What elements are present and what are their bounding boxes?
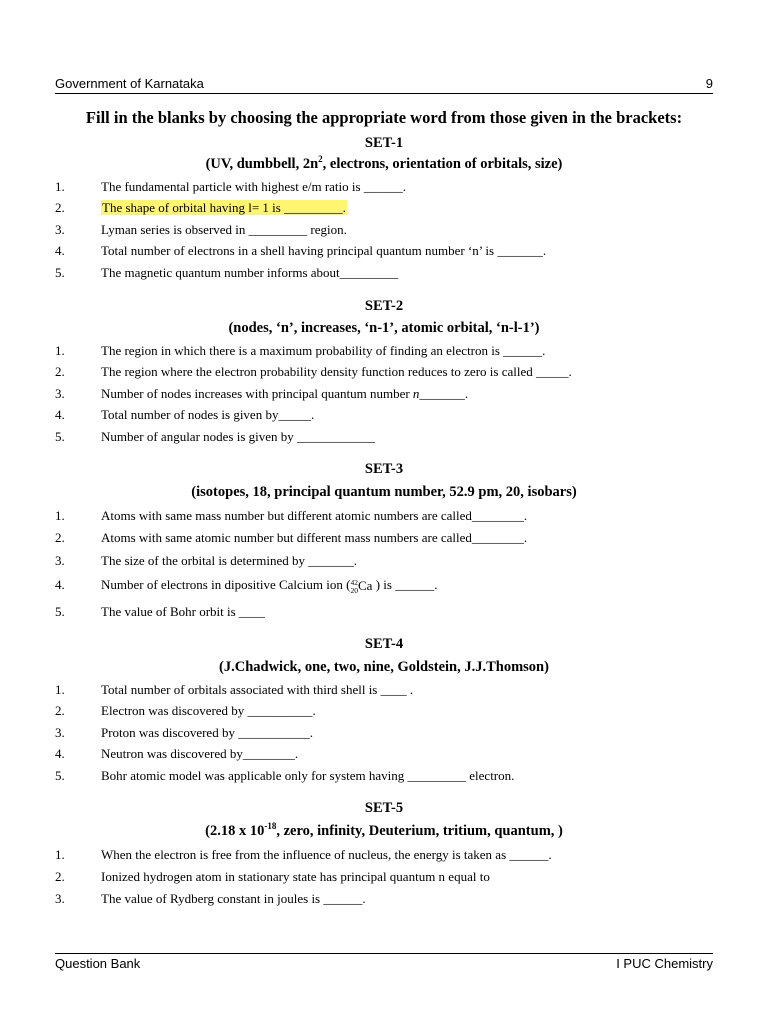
set-3-word-bank: (isotopes, 18, principal quantum number, 52.9 pm, 20, isobars)	[191, 484, 577, 500]
set-4-title: SET-4	[364, 636, 404, 652]
isotope-notation: 42 20 Ca	[350, 578, 373, 596]
header-org: Government of Karnataka	[55, 76, 204, 91]
set-5-word-bank: (2.18 x $10^{-18}$, zero, infinity, Deuterium, tritium, quantum, )	[205, 821, 563, 839]
set-5-title: SET-5	[364, 800, 404, 816]
set-2-title: SET-2	[364, 298, 404, 314]
set-1-title: SET-1	[364, 135, 404, 151]
page-number: 9	[705, 76, 713, 91]
set-2-word-bank: (nodes, ‘n’, increases, ‘n-1’, atomic orbital, ‘n-l-1’)	[228, 320, 540, 336]
page-footer	[55, 956, 713, 972]
set-1-word-bank: (UV, dumbbell, $2n^2$, electrons, orientation of orbitals, size)	[205, 154, 563, 172]
set-3-title: SET-3	[364, 461, 404, 477]
highlight-mark: The shape of orbital having l= 1 is _________.	[102, 200, 346, 215]
header-divider	[55, 93, 713, 94]
instruction-heading: Fill in the blanks by choosing the appropriate word from those given in the brackets:	[85, 108, 683, 127]
footer-title: Question Bank	[55, 956, 141, 971]
footer-subject: I PUC Chemistry	[616, 956, 713, 971]
page-header	[55, 76, 713, 92]
set-4-word-bank: (J.Chadwick, one, two, nine, Goldstein, J.J.Thomson)	[219, 659, 549, 675]
footer-divider	[55, 953, 713, 954]
